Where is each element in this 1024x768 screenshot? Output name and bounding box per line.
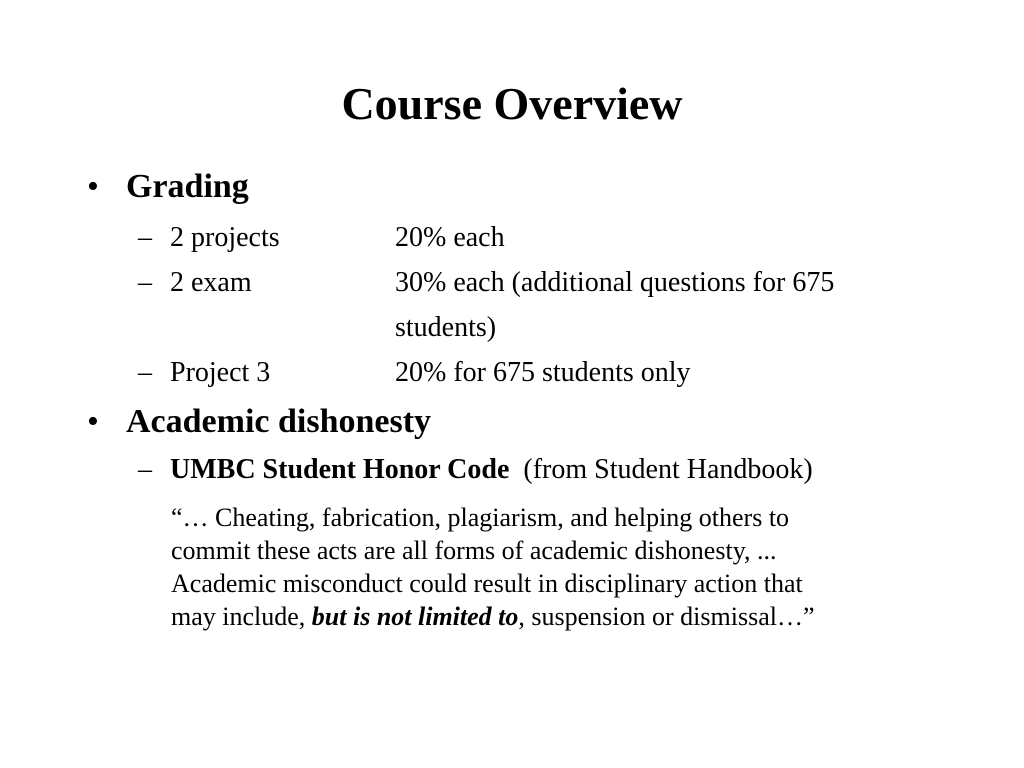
grading-item-projects	[138, 221, 505, 255]
dash-icon: –	[138, 454, 152, 485]
bullet-icon: •	[87, 168, 99, 205]
quote-line	[171, 600, 961, 633]
honor-code-row	[138, 453, 813, 487]
quote-line: Academic misconduct could result in disciplinary action that	[171, 569, 803, 598]
dash-icon: –	[138, 357, 152, 388]
quote-line: “… Cheating, fabrication, plagiarism, and helping others to	[171, 503, 790, 532]
grading-item-exam	[138, 266, 834, 300]
grading-item-exam-continuation: students)	[395, 312, 497, 343]
quote-text: , suspension or dismissal…”	[518, 602, 815, 631]
grading-item-value: 30% each (additional questions for 675	[395, 267, 835, 298]
slide-title: Course Overview	[341, 78, 683, 129]
quote-emphasis: but is not limited to	[311, 602, 519, 631]
quote-text: may include,	[171, 602, 312, 631]
dash-icon: –	[138, 267, 152, 298]
bullet-icon: •	[87, 403, 99, 440]
bullet-grading	[87, 167, 249, 207]
honor-code-label: UMBC Student Honor Code	[170, 454, 510, 485]
grading-item-name: 2 exam	[170, 267, 252, 298]
grading-item-value: 20% for 675 students only	[395, 357, 691, 388]
bullet-label: Grading	[126, 168, 249, 205]
honor-code-source: (from Student Handbook)	[523, 454, 813, 485]
honor-code-quote	[171, 501, 961, 633]
grading-item-name: Project 3	[170, 357, 271, 388]
grading-item-project3	[138, 356, 691, 390]
bullet-label: Academic dishonesty	[126, 403, 432, 440]
bullet-academic-dishonesty	[87, 402, 431, 442]
quote-line: commit these acts are all forms of academic dishonesty, ...	[171, 536, 777, 565]
grading-item-name: 2 projects	[170, 222, 280, 253]
dash-icon: –	[138, 222, 152, 253]
grading-item-value: 20% each	[395, 222, 505, 253]
